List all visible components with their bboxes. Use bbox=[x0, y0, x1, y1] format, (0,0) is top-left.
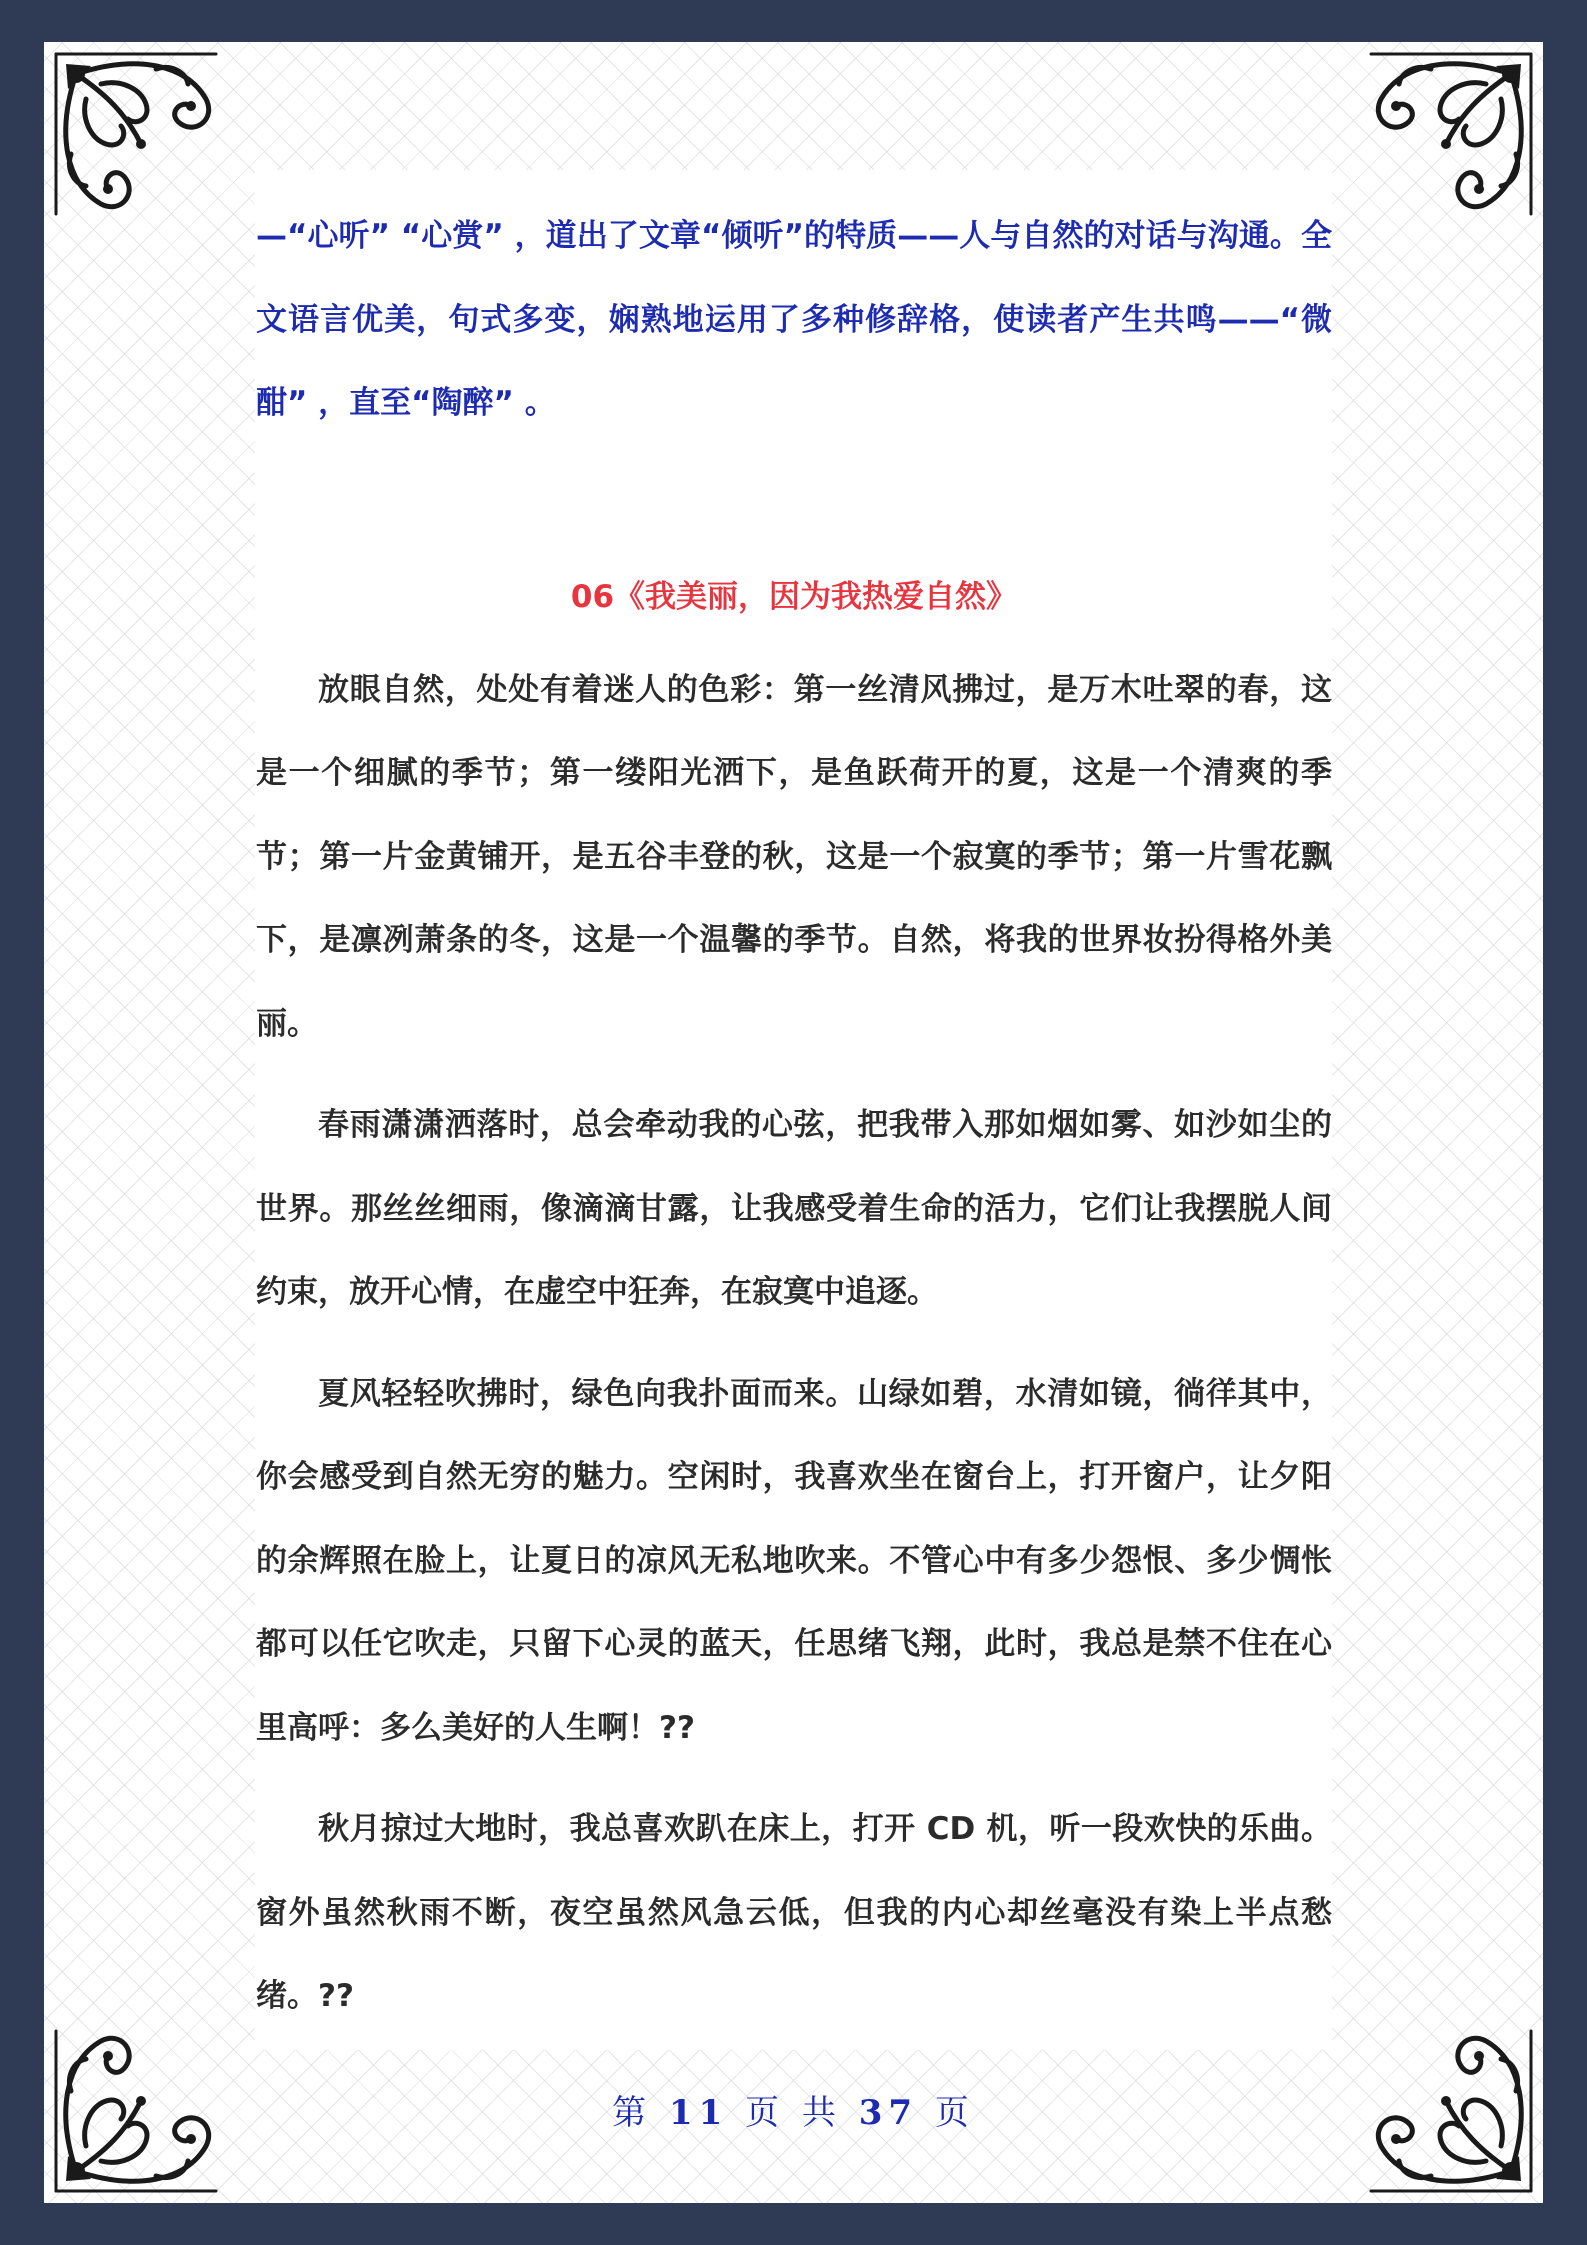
footer-suffix: 页 bbox=[934, 2093, 975, 2133]
document-body bbox=[256, 195, 1332, 2057]
paragraph-2: 春雨潇潇洒落时，总会牵动我的心弦，把我带入那如烟如雾、如沙如尘的世界。那丝丝细雨，像滴滴甘露，让我感受着生命的活力，它们让我摆脱人间约束，放开心情，在虚空中狂奔，在寂寞中追逐。 bbox=[256, 1107, 1332, 1310]
section-title: 06《我美丽，因为我热爱自然》 bbox=[570, 578, 1018, 615]
current-page-number: 11 bbox=[668, 2093, 729, 2133]
paragraph-3: 夏风轻轻吹拂时，绿色向我扑面而来。山绿如碧，水清如镜，徜徉其中，你会感受到自然无穷的魅力。空闲时，我喜欢坐在窗台上，打开窗户，让夕阳的余辉照在脸上，让夏日的凉风无私地吹来。不管心中有多少怨恨、多少惆怅都可以任它吹走，只留下心灵的蓝天，任思绪飞翔，此时，我总是禁不住在心里高呼：多么美好的人生啊！?? bbox=[256, 1375, 1332, 1746]
corner-ornament-icon bbox=[46, 44, 246, 244]
intro-commentary: —“心听” “心赏” ，道出了文章“倾听”的特质——人与自然的对话与沟通。全文语言优美，句式多变，娴熟地运用了多种修辞格，使读者产生共鸣——“微酣” ，直至“陶醉” 。 bbox=[256, 218, 1332, 421]
paragraph-4: 秋月掠过大地时，我总喜欢趴在床上，打开 CD 机，听一段欢快的乐曲。窗外虽然秋雨不断，夜空虽然风急云低，但我的内心却丝毫没有染上半点愁绪。?? bbox=[256, 1811, 1332, 2014]
corner-ornament-icon bbox=[1341, 44, 1541, 244]
footer-middle: 页 共 bbox=[745, 2093, 842, 2133]
page-number-footer bbox=[0, 2085, 1587, 2134]
footer-prefix: 第 bbox=[612, 2093, 653, 2133]
total-page-number: 37 bbox=[858, 2093, 919, 2133]
paragraph-1: 放眼自然，处处有着迷人的色彩：第一丝清风拂过，是万木吐翠的春，这是一个细腻的季节；第一缕阳光洒下，是鱼跃荷开的夏，这是一个清爽的季节；第一片金黄铺开，是五谷丰登的秋，这是一个寂寞的季节；第一片雪花飘下，是凛冽萧条的冬，这是一个温馨的季节。自然，将我的世界妆扮得格外美丽。 bbox=[256, 671, 1332, 1042]
